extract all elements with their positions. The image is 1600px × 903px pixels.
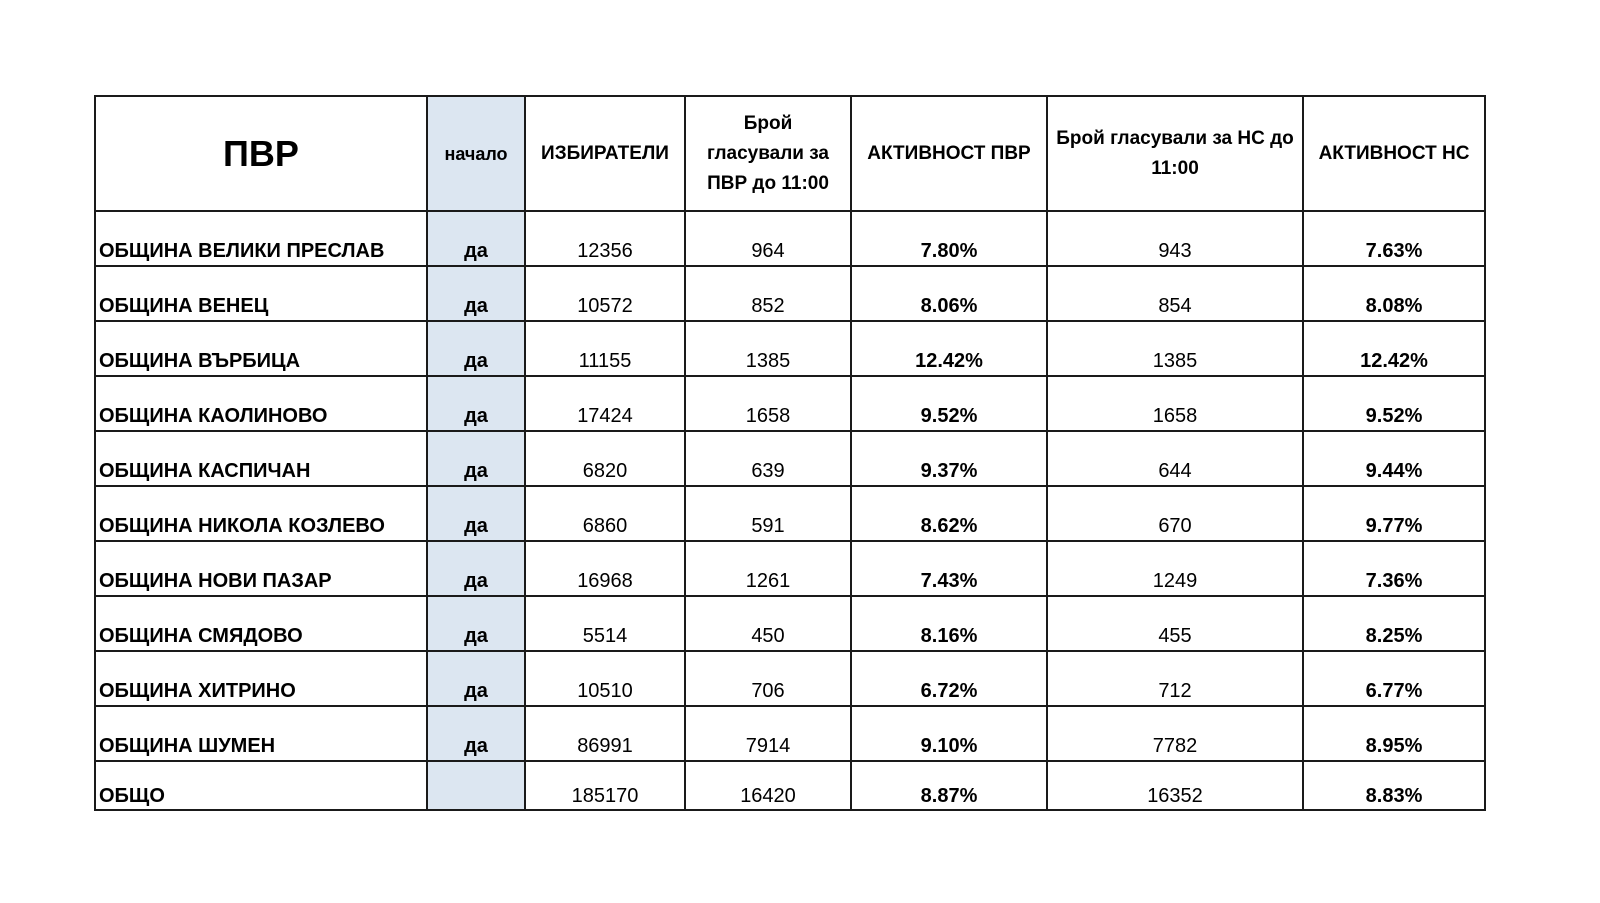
voters-cell: 6860 (525, 486, 685, 541)
voters-cell: 6820 (525, 431, 685, 486)
header-activity-pvr: АКТИВНОСТ ПВР (851, 96, 1047, 211)
voted-pvr-cell: 1658 (685, 376, 851, 431)
voters-cell: 11155 (525, 321, 685, 376)
voters-cell: 16968 (525, 541, 685, 596)
voted-ns-cell: 854 (1047, 266, 1303, 321)
activity-ns-cell: 6.77% (1303, 651, 1485, 706)
voters-cell: 10510 (525, 651, 685, 706)
voted-ns-cell: 943 (1047, 211, 1303, 266)
activity-pvr-cell: 12.42% (851, 321, 1047, 376)
table-row (95, 541, 1485, 596)
header-voters: ИЗБИРАТЕЛИ (525, 96, 685, 211)
voted-pvr-cell: 852 (685, 266, 851, 321)
municipality-name: ОБЩИНА СМЯДОВО (95, 596, 427, 651)
table-row (95, 651, 1485, 706)
voters-cell: 185170 (525, 761, 685, 810)
start-cell: да (427, 321, 525, 376)
header-row (95, 96, 1485, 211)
table-body (95, 211, 1485, 810)
header-voted-ns (1047, 96, 1303, 211)
activity-pvr-cell: 9.10% (851, 706, 1047, 761)
voted-pvr-cell: 7914 (685, 706, 851, 761)
voted-pvr-cell: 964 (685, 211, 851, 266)
table-row (95, 431, 1485, 486)
voter-turnout-table (94, 95, 1486, 811)
activity-ns-cell: 9.77% (1303, 486, 1485, 541)
activity-pvr-cell: 8.06% (851, 266, 1047, 321)
voters-cell: 5514 (525, 596, 685, 651)
municipality-name: ОБЩИНА ШУМЕН (95, 706, 427, 761)
activity-ns-cell: 8.08% (1303, 266, 1485, 321)
start-cell: да (427, 706, 525, 761)
voted-ns-cell: 1658 (1047, 376, 1303, 431)
table-row (95, 211, 1485, 266)
total-row (95, 761, 1485, 810)
start-cell: да (427, 651, 525, 706)
activity-pvr-cell: 8.62% (851, 486, 1047, 541)
activity-ns-cell: 8.83% (1303, 761, 1485, 810)
municipality-name: ОБЩИНА ВЪРБИЦА (95, 321, 427, 376)
activity-pvr-cell: 8.16% (851, 596, 1047, 651)
table-row (95, 376, 1485, 431)
voted-ns-cell: 1385 (1047, 321, 1303, 376)
activity-ns-cell: 8.25% (1303, 596, 1485, 651)
start-cell: да (427, 541, 525, 596)
municipality-name: ОБЩИНА ХИТРИНО (95, 651, 427, 706)
start-cell: да (427, 266, 525, 321)
voted-ns-cell: 455 (1047, 596, 1303, 651)
start-cell: да (427, 376, 525, 431)
municipality-name: ОБЩИНА КАСПИЧАН (95, 431, 427, 486)
voted-pvr-cell: 450 (685, 596, 851, 651)
activity-pvr-cell: 9.37% (851, 431, 1047, 486)
voters-cell: 10572 (525, 266, 685, 321)
activity-ns-cell: 9.44% (1303, 431, 1485, 486)
voted-pvr-cell: 591 (685, 486, 851, 541)
start-cell: да (427, 431, 525, 486)
activity-pvr-cell: 7.80% (851, 211, 1047, 266)
header-pvr: ПВР (95, 96, 427, 211)
municipality-name: ОБЩИНА ВЕНЕЦ (95, 266, 427, 321)
header-start: начало (427, 96, 525, 211)
activity-pvr-cell: 6.72% (851, 651, 1047, 706)
voted-pvr-cell: 16420 (685, 761, 851, 810)
activity-ns-cell: 12.42% (1303, 321, 1485, 376)
voted-pvr-cell: 1385 (685, 321, 851, 376)
activity-ns-cell: 7.36% (1303, 541, 1485, 596)
voted-ns-cell: 712 (1047, 651, 1303, 706)
municipality-name: ОБЩО (95, 761, 427, 810)
voted-pvr-cell: 1261 (685, 541, 851, 596)
table-row (95, 321, 1485, 376)
municipality-name: ОБЩИНА НОВИ ПАЗАР (95, 541, 427, 596)
header-activity-ns: АКТИВНОСТ НС (1303, 96, 1485, 211)
activity-ns-cell: 9.52% (1303, 376, 1485, 431)
voted-ns-cell: 1249 (1047, 541, 1303, 596)
activity-ns-cell: 7.63% (1303, 211, 1485, 266)
start-cell: да (427, 211, 525, 266)
municipality-name: ОБЩИНА НИКОЛА КОЗЛЕВО (95, 486, 427, 541)
table-row (95, 266, 1485, 321)
voted-pvr-cell: 706 (685, 651, 851, 706)
voted-pvr-cell: 639 (685, 431, 851, 486)
municipality-name: ОБЩИНА КАОЛИНОВО (95, 376, 427, 431)
start-cell: да (427, 596, 525, 651)
voters-cell: 86991 (525, 706, 685, 761)
activity-pvr-cell: 9.52% (851, 376, 1047, 431)
table-row (95, 596, 1485, 651)
municipality-name: ОБЩИНА ВЕЛИКИ ПРЕСЛАВ (95, 211, 427, 266)
activity-pvr-cell: 7.43% (851, 541, 1047, 596)
voted-ns-cell: 670 (1047, 486, 1303, 541)
voters-cell: 12356 (525, 211, 685, 266)
voted-ns-cell: 644 (1047, 431, 1303, 486)
table-row (95, 706, 1485, 761)
voted-ns-cell: 7782 (1047, 706, 1303, 761)
activity-pvr-cell: 8.87% (851, 761, 1047, 810)
start-cell: да (427, 486, 525, 541)
table-row (95, 486, 1485, 541)
activity-ns-cell: 8.95% (1303, 706, 1485, 761)
voters-cell: 17424 (525, 376, 685, 431)
start-cell (427, 761, 525, 810)
header-voted-ns-text: Брой гласували за НС до 11:00 (1056, 127, 1294, 179)
voted-ns-cell: 16352 (1047, 761, 1303, 810)
header-voted-pvr (685, 96, 851, 211)
header-voted-pvr-text: Брой гласували за ПВР до 11:00 (707, 112, 829, 194)
